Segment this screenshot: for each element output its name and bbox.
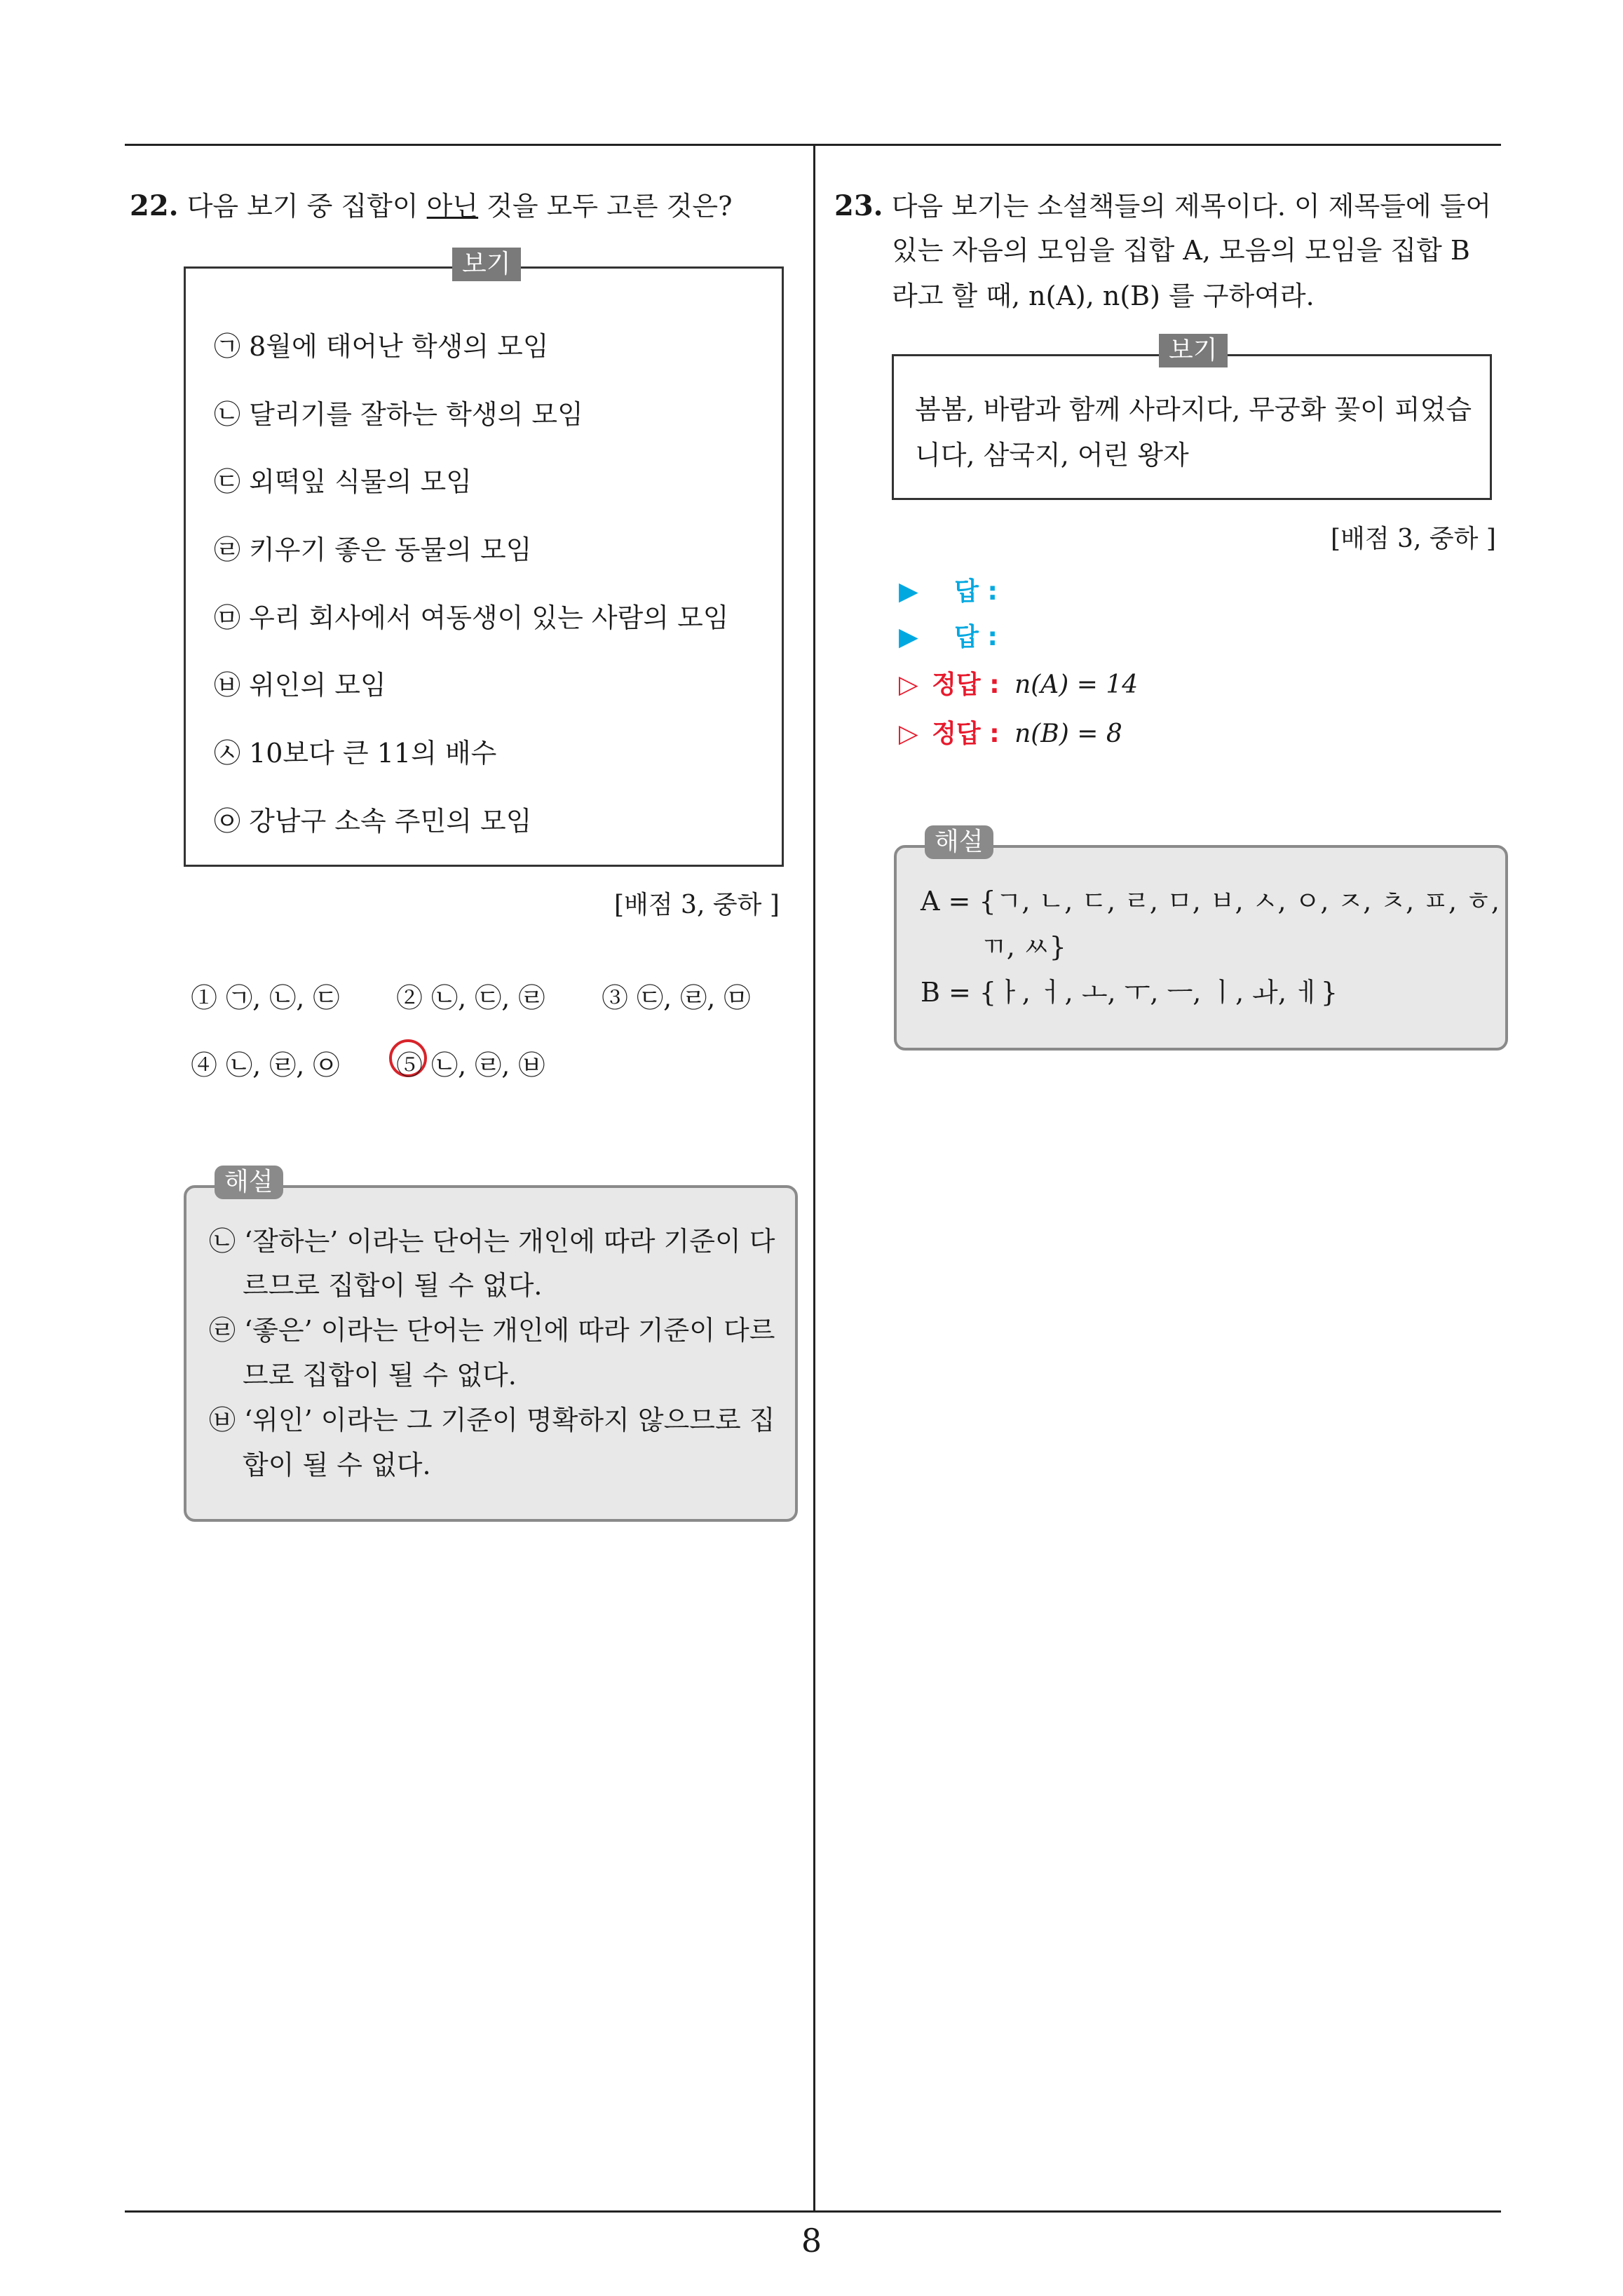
bottom-rule (125, 2210, 1501, 2213)
q22-score: [배점 3, 중하 ] (614, 891, 780, 919)
q22-choice-2[interactable]: ② ㉡, ㉢, ㉣ (396, 982, 545, 1013)
correct-arrow-icon: ▷ (899, 670, 918, 699)
q23-text: 다음 보기는 소설책들의 제목이다. 이 제목들에 들어 (891, 191, 1492, 222)
q23-bogi-label: 보기 (1159, 334, 1228, 367)
q22-text-pre: 다음 보기 중 집합이 (186, 191, 427, 222)
q22-haeseol-line: 합이 될 수 없다. (243, 1450, 431, 1480)
q23-stem-line-1 (834, 189, 1491, 223)
q22-bogi-item: ㉣ 키우기 좋은 동물의 모임 (214, 534, 532, 565)
q23-correct-row-1 (899, 665, 1138, 701)
q22-number: 22. (130, 189, 179, 222)
correct-value: n(B) = 8 (1014, 720, 1122, 748)
q22-bogi-box (184, 250, 784, 867)
q22-bogi-item: ㉥ 위인의 모임 (214, 670, 386, 701)
column-divider (813, 144, 815, 2213)
q23-haeseol-line: A = {ㄱ, ㄴ, ㄷ, ㄹ, ㅁ, ㅂ, ㅅ, ㅇ, ㅈ, ㅊ, ㅍ, ㅎ, (921, 886, 1500, 917)
q22-bogi-item: ㉡ 달리기를 잘하는 학생의 모임 (214, 399, 583, 430)
q22-choice-5[interactable]: ⑤ ㉡, ㉣, ㉥ (396, 1050, 545, 1081)
q23-correct-row-2 (899, 714, 1122, 750)
q22-bogi-label: 보기 (452, 248, 521, 281)
answer-label: 답 : (954, 623, 998, 651)
q22-choice-3[interactable]: ③ ㉢, ㉣, ㉤ (602, 982, 751, 1013)
q22-haeseol-line: 므로 집합이 될 수 없다. (243, 1360, 517, 1391)
q23-answer-row-1 (899, 572, 998, 607)
answer-label: 답 : (954, 577, 998, 606)
correct-label: 정답 : (932, 720, 1000, 748)
q22-text-post: 것을 모두 고른 것은? (478, 191, 733, 222)
q22-haeseol-line: ㉣ ‘좋은’ 이라는 단어는 개인에 따라 기준이 다르 (209, 1315, 775, 1346)
correct-value: n(A) = 14 (1014, 670, 1139, 699)
answer-arrow-icon: ▶ (899, 577, 918, 606)
page-number: 8 (801, 2222, 822, 2260)
correct-arrow-icon: ▷ (899, 720, 918, 748)
q22-bogi-item: ㉤ 우리 회사에서 여동생이 있는 사람의 모임 (214, 602, 729, 633)
q22-choice-1[interactable]: ① ㉠, ㉡, ㉢ (191, 982, 340, 1013)
q22-bogi-item: ㉢ 외떡잎 식물의 모임 (214, 466, 472, 497)
q22-choice-4[interactable]: ④ ㉡, ㉣, ㉧ (191, 1050, 340, 1081)
q22-haeseol-line: ㉡ ‘잘하는’ 이라는 단어는 개인에 따라 기준이 다 (209, 1226, 775, 1257)
q23-haeseol-box (894, 828, 1508, 1051)
q22-bogi-item: ㉧ 강남구 소속 주민의 모임 (214, 806, 532, 837)
q23-bogi-line: 봄봄, 바람과 함께 사라지다, 무궁화 꽃이 피었습 (915, 394, 1472, 425)
q23-haeseol-line: B = {ㅏ, ㅓ, ㅗ, ㅜ, ㅡ, ㅣ, ㅘ, ㅔ} (921, 977, 1338, 1008)
q22-haeseol-line: ㉥ ‘위인’ 이라는 그 기준이 명확하지 않으므로 집 (209, 1405, 775, 1436)
q23-stem-line-3: 라고 할 때, n(A), n(B) 를 구하여라. (892, 281, 1315, 311)
q22-haeseol-box (184, 1168, 798, 1522)
q23-score: [배점 3, 중하 ] (1331, 525, 1496, 553)
q23-stem-line-2: 있는 자음의 모임을 집합 A, 모음의 모임을 집합 B (892, 235, 1470, 266)
q23-answer-row-2 (899, 617, 998, 653)
q23-bogi-line: 니다, 삼국지, 어린 왕자 (915, 440, 1189, 471)
q22-bogi-item: ㉦ 10보다 큰 11의 배수 (214, 738, 497, 769)
q22-haeseol-label: 해설 (215, 1166, 283, 1199)
q23-haeseol-label: 해설 (925, 825, 993, 859)
q22-haeseol-line: 르므로 집합이 될 수 없다. (243, 1270, 543, 1301)
q22-stem (130, 189, 732, 223)
q23-bogi-box (892, 336, 1492, 500)
correct-label: 정답 : (932, 670, 1000, 699)
q22-text-underlined: 아닌 (426, 191, 479, 222)
q23-haeseol-line: ㄲ, ㅆ} (981, 931, 1066, 962)
answer-arrow-icon: ▶ (899, 623, 918, 651)
q22-bogi-item: ㉠ 8월에 태어난 학생의 모임 (214, 331, 549, 362)
q23-number: 23. (834, 189, 883, 222)
